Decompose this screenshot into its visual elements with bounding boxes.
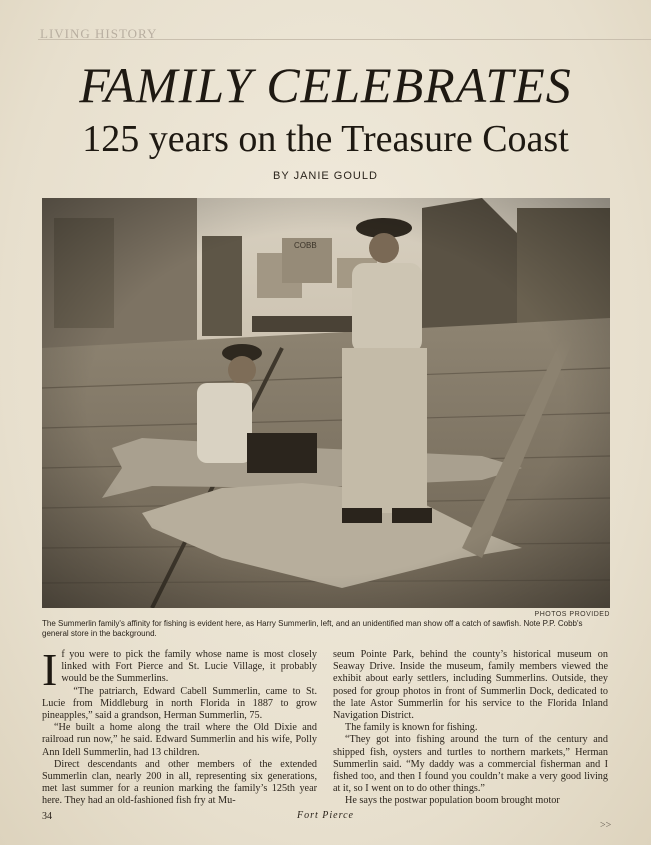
magazine-name: Fort Pierce (296, 810, 354, 821)
page-number: 34 (42, 811, 52, 822)
paragraph: “They got into fishing around the turn of the century and shipped fish, oysters and turtles to northern markets,” Herman Summerlin said. “My daddy was a commercial fisherman and I fished too, and then I found you couldn’t make a very good living at it, so I went on to do other things.” (333, 734, 608, 795)
photo-credit: PHOTOS PROVIDED (534, 611, 610, 618)
section-label: LIVING HISTORY (40, 26, 158, 41)
sawfish-catch-photo (42, 198, 610, 608)
headline-line-1: FAMILY CELEBRATES (79, 57, 572, 113)
headline-line-2: 125 years on the Treasure Coast (82, 118, 569, 160)
continue-arrow: >> (600, 820, 612, 831)
header-rule (38, 39, 651, 40)
historic-photo (42, 198, 610, 608)
paragraph: “He built a home along the trail where the Old Dixie and railroad run now,” he said. Edward Summerlin and his wife, Polly Ann Idell Summerlin, had 13 children. (42, 722, 317, 758)
paragraph: Direct descendants and other members of the extended Summerlin clan, nearly 200 in all, representing six generations, met last summer for a reunion marking the family’s 125th year here. They had an old-fashioned fish fry at Mu- (42, 758, 317, 807)
paragraph: seum Pointe Park, behind the county’s historical museum on Seaway Drive. Inside the museum, family members viewed the exhibit about early settlers, including Summerlins. Outside, they posed for group photos in front of Summerlin Dock, dedicated to the late Astor Summerlin for his service to the Florida Inland Navigation District. (333, 649, 608, 722)
article-column-1 (42, 644, 317, 808)
paragraph: “The patriarch, Edward Cabell Summerlin, came to St. Lucie from Middleburg in north Florida in 1887 to grow pineapples,” said a grandson, Herman Summerlin, 75. (42, 685, 317, 722)
paragraph: The family is known for fishing. (345, 722, 478, 734)
drop-cap: I (42, 644, 58, 695)
paragraph: He says the postwar population boom brought motor (345, 795, 560, 807)
photo-caption: The Summerlin family's affinity for fishing is evident here, as Harry Summerlin, left, and an unidentified man show off a catch of sawfish. Note P.P. Cobb's general store in the background. (42, 619, 583, 638)
article-column-2 (333, 649, 608, 808)
byline: BY JANIE GOULD (273, 170, 378, 182)
paragraph: If you were to pick the family whose name is most closely linked with Fort Pierce and St. Lucie Village, it probably would be the Summerlins. (42, 644, 317, 695)
